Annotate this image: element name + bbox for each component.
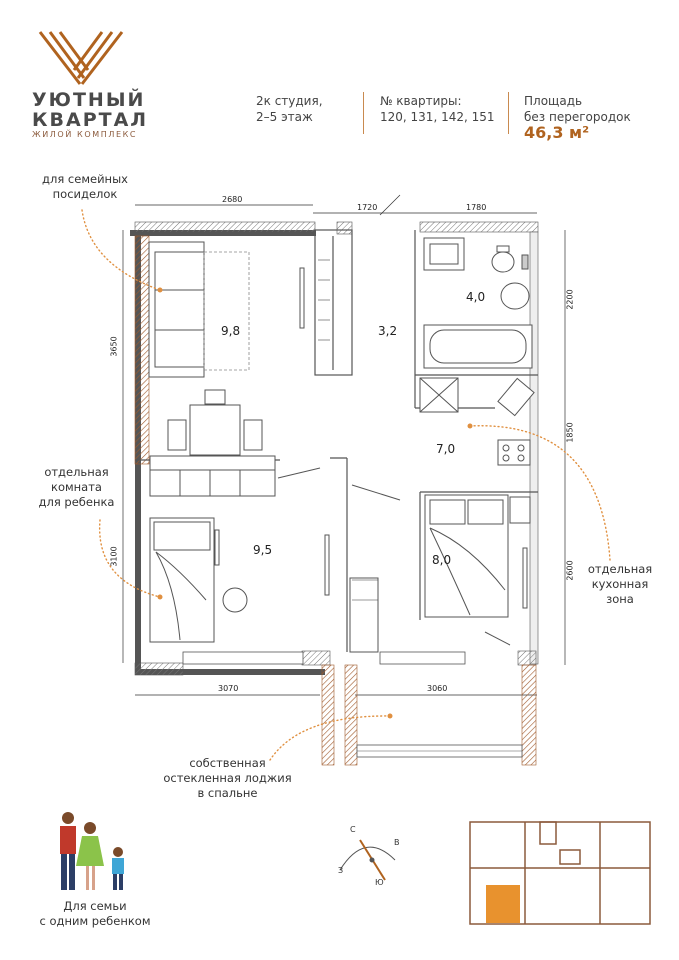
area-value: 46,3 м² [524, 123, 590, 142]
room-area-kitchen: 7,0 [436, 442, 456, 456]
family-illustration-icon [60, 812, 124, 890]
room-area-bath: 4,0 [466, 290, 486, 304]
room-area-bedroom: 8,0 [432, 553, 452, 567]
room-area-living: 9,8 [221, 324, 241, 338]
callout-family-gathering: для семейных посиделок [42, 172, 128, 201]
apartment-area: Площадь без перегородок 46,3 м² [524, 94, 631, 142]
dim-right-upper: 2200 [565, 289, 575, 310]
compass-icon [340, 840, 395, 880]
compass-north: С [350, 825, 356, 834]
compass-east: В [394, 838, 400, 847]
highlighted-apartment [486, 885, 520, 923]
callout-child-room: отдельная комната для ребенка [38, 465, 115, 509]
brand-subtitle: ЖИЛОЙ КОМПЛЕКС [32, 130, 138, 139]
dim-left-lower: 3100 [109, 546, 119, 567]
dim-top-left: 2680 [222, 195, 243, 204]
family-type-caption: Для семьи с одним ребенком [39, 899, 151, 928]
brand-name: УЮТНЫЙ КВАРТАЛ [32, 89, 149, 131]
room-area-child: 9,5 [253, 543, 273, 557]
callout-kitchen-zone: отдельная кухонная зона [587, 562, 653, 606]
compass-west: З [338, 866, 344, 875]
dim-top-right: 1780 [466, 203, 487, 212]
dim-bottom-left: 3070 [218, 684, 239, 693]
callout-loggia: собственная остекленная лоджия в спальне [163, 756, 292, 800]
dim-right-mid: 1850 [565, 422, 575, 443]
apartment-type: 2к студия, 2–5 этаж [256, 94, 323, 124]
dim-top-mid: 1720 [357, 203, 378, 212]
compass-south: Ю [375, 878, 384, 887]
dim-left-upper: 3650 [109, 336, 119, 357]
apartment-numbers: № квартиры: 120, 131, 142, 151 [380, 94, 495, 124]
room-area-hall: 3,2 [378, 324, 398, 338]
dim-right-lower: 2600 [565, 560, 575, 581]
dim-bottom-right: 3060 [427, 684, 448, 693]
